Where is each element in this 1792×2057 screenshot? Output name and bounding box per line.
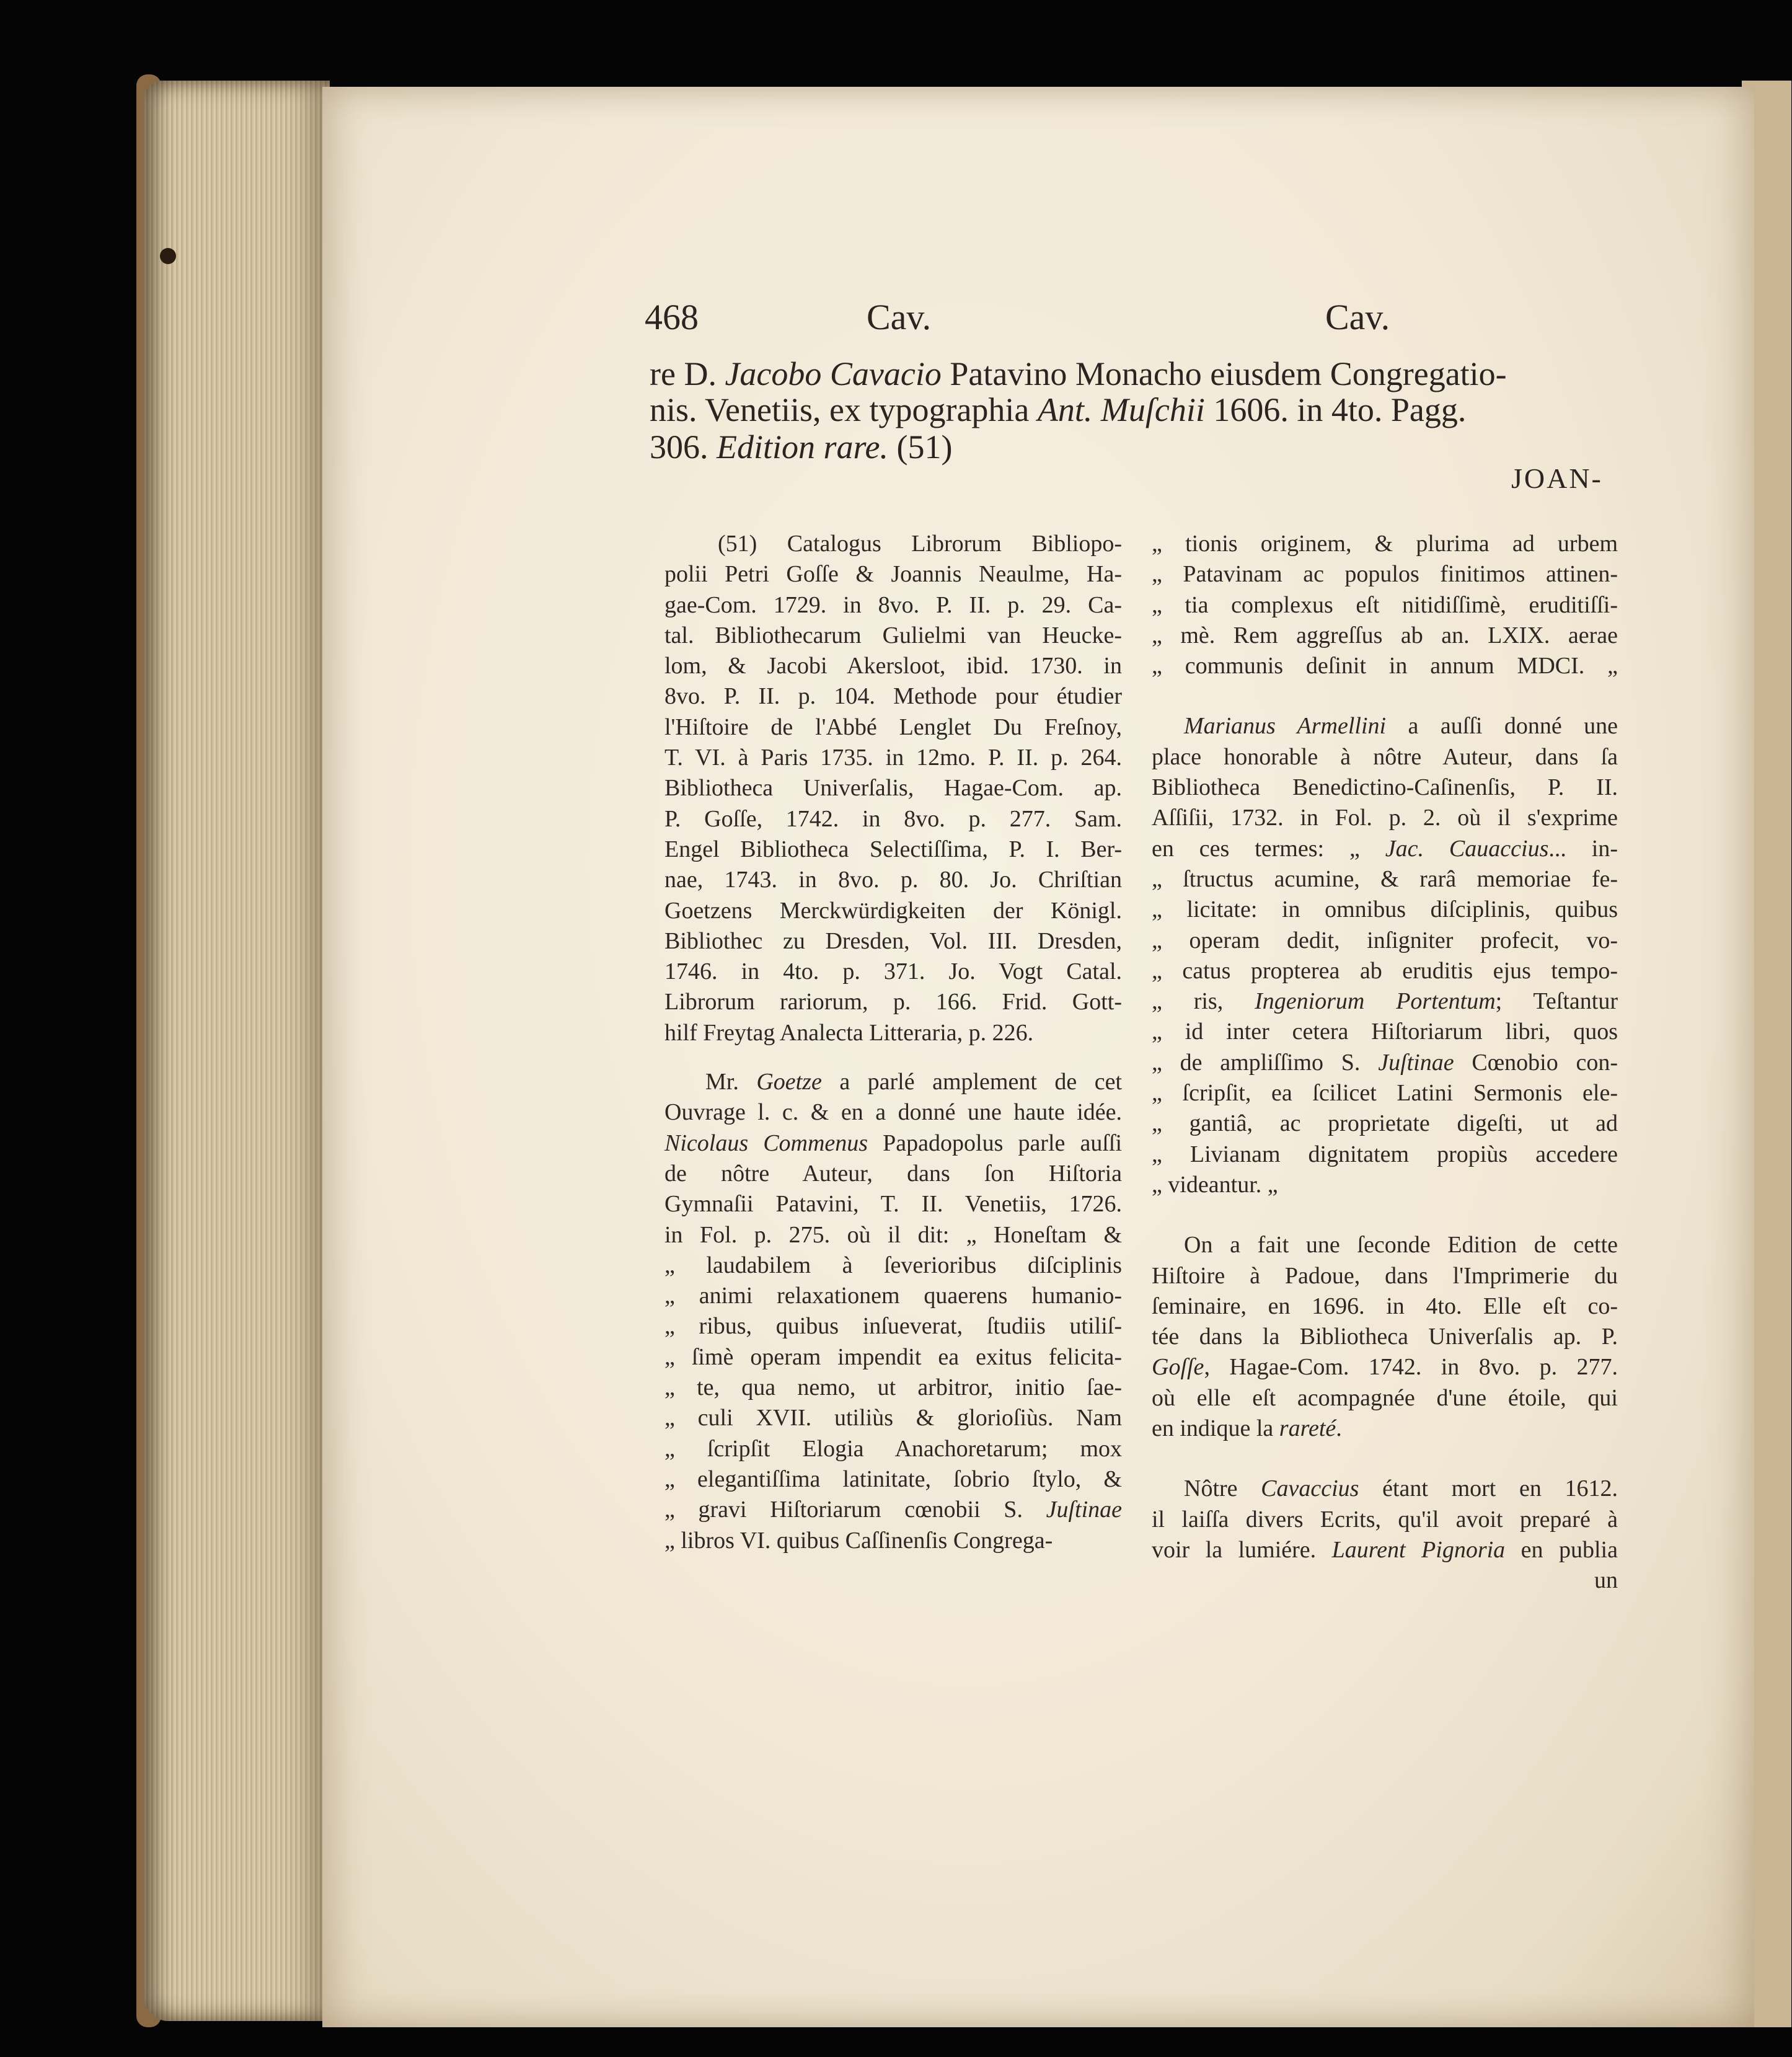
- para-line: tée dans la Bibliotheca Univerſalis ap. P.: [1152, 1324, 1618, 1350]
- para-line: en ces termes: „ Jac. Cauaccius... in-: [1152, 835, 1618, 862]
- para-line: „ catus propterea ab eruditis ejus tempo-: [1152, 957, 1618, 984]
- para-line: „ ſimè operam impendit ea exitus felicita-: [664, 1343, 1122, 1370]
- para-line: „ te, qua nemo, ut arbitror, initio ſae-: [664, 1374, 1122, 1401]
- quote-line: „ mè. Rem aggreſſus ab an. LXIX. aerae: [1152, 622, 1618, 648]
- para-line: il laiſſa divers Ecrits, qu'il avoit preparé à: [1152, 1506, 1618, 1533]
- para-line: in Fol. p. 275. où il dit: „ Honeſtam &: [664, 1221, 1122, 1248]
- quote-line: „ communis deſinit in annum MDCI. „: [1152, 653, 1618, 679]
- footnote-line: T. VI. à Paris 1735. in 12mo. P. II. p. 264.: [664, 745, 1122, 771]
- footnote-line: (51) Catalogus Librorum Bibliopo-: [718, 531, 1122, 557]
- para-line: de nôtre Auteur, dans ſon Hiſtoria: [664, 1160, 1122, 1187]
- para-line: „ de ampliſſimo S. Juſtinae Cœnobio con-: [1152, 1049, 1618, 1076]
- running-head-left: Cav.: [867, 297, 932, 337]
- para-line: „ ris, Ingeniorum Portentum; Teſtantur: [1152, 988, 1618, 1015]
- footnote-line: nae, 1743. in 8vo. p. 80. Jo. Chriſtian: [664, 867, 1122, 893]
- para-line: „ ribus, quibus inſueverat, ſtudiis utiliſ-: [664, 1313, 1122, 1340]
- quote-line: „ tionis originem, & plurima ad urbem: [1152, 531, 1618, 557]
- para-line: Goſſe, Hagae-Com. 1742. in 8vo. p. 277.: [1152, 1354, 1618, 1381]
- footnote-line: Bibliothec zu Dresden, Vol. III. Dresden,: [664, 927, 1122, 954]
- footnote-line: lom, & Jacobi Akersloot, ibid. 1730. in: [664, 653, 1122, 679]
- para-line: „ Livianam dignitatem propiùs accedere: [1152, 1141, 1618, 1167]
- footnote-line: l'Hiſtoire de l'Abbé Lenglet Du Freſnoy,: [664, 714, 1122, 740]
- footnote-line: Goetzens Merckwürdigkeiten der Königl.: [664, 897, 1122, 924]
- para-line: „ licitate: in omnibus diſciplinis, quibus: [1152, 896, 1618, 923]
- para-line: „ id inter cetera Hiſtoriarum libri, quos: [1152, 1019, 1618, 1045]
- para-line: „ videantur. „: [1152, 1171, 1278, 1198]
- footnote-line: Engel Bibliotheca Selectiſſima, P. I. Ber-: [664, 836, 1122, 862]
- footnote-line: P. Goſſe, 1742. in 8vo. p. 277. Sam.: [664, 805, 1122, 832]
- para-line: Marianus Armellini a auſſi donné une: [1184, 713, 1618, 740]
- para-line: „ animi relaxationem quaerens humanio-: [664, 1283, 1122, 1309]
- para-line: où elle eſt acompagnée d'une étoile, qui: [1152, 1384, 1618, 1411]
- para-line: Bibliotheca Benedictino-Caſinenſis, P. II.: [1152, 774, 1618, 801]
- top-line-3: 306. Edition rare. (51): [650, 428, 953, 466]
- right-column: [1152, 529, 1618, 1596]
- left-column: [664, 529, 1122, 1556]
- cover-nail: [160, 248, 176, 264]
- para-line: „ libros VI. quibus Caſſinenſis Congrega-: [664, 1527, 1053, 1554]
- para-line: „ gantiâ, ac proprietate digeſti, ut ad: [1152, 1110, 1618, 1137]
- top-line-1: re D. Jacobo Cavacio Patavino Monacho eiusdem Congregatio-: [650, 355, 1507, 392]
- para-line: ſeminaire, en 1696. in 4to. Elle eſt co-: [1152, 1293, 1618, 1319]
- para-line: Hiſtoire à Padoue, dans l'Imprimerie du: [1152, 1262, 1618, 1289]
- catchword-joan: JOAN-: [1511, 462, 1603, 494]
- para-line: place honorable à nôtre Auteur, dans ſa: [1152, 743, 1618, 770]
- footnote-line: 1746. in 4to. p. 371. Jo. Vogt Catal.: [664, 958, 1122, 985]
- para-line: Ouvrage l. c. & en a donné une haute idée.: [664, 1099, 1122, 1126]
- running-head-right: Cav.: [1325, 297, 1390, 337]
- para-line: en indique la rareté.: [1152, 1415, 1342, 1442]
- footnote-line: 8vo. P. II. p. 104. Methode pour étudier: [664, 683, 1122, 710]
- para-line: „ elegantiſſima latinitate, ſobrio ſtylo, &: [664, 1466, 1122, 1492]
- para-line: „ culi XVII. utiliùs & glorioſiùs. Nam: [664, 1405, 1122, 1431]
- para-line: Nôtre Cavaccius étant mort en 1612.: [1184, 1475, 1618, 1502]
- para-line: „ ſcripſit Elogia Anachoretarum; mox: [664, 1435, 1122, 1462]
- catchword-un: un: [1594, 1567, 1618, 1594]
- para-line: „ ſcripſit, ea ſcilicet Latini Sermonis ele-: [1152, 1080, 1618, 1107]
- para-line: „ operam dedit, inſigniter profecit, vo-: [1152, 927, 1618, 953]
- para-line: „ laudabilem à ſeverioribus diſciplinis: [664, 1252, 1122, 1278]
- quote-line: „ tia complexus eſt nitidiſſimè, eruditiſſi-: [1152, 591, 1618, 618]
- para-line: Aſſiſii, 1732. in Fol. p. 2. où il s'exprime: [1152, 805, 1618, 831]
- para-line: Gymnaſii Patavini, T. II. Venetiis, 1726.: [664, 1191, 1122, 1218]
- footnote-line: tal. Bibliothecarum Gulielmi van Heucke-: [664, 622, 1122, 648]
- page-fore-edge: [144, 81, 330, 2021]
- footnote-line: Bibliotheca Univerſalis, Hagae-Com. ap.: [664, 775, 1122, 802]
- footnote-line: hilf Freytag Analecta Litteraria, p. 226.: [664, 1019, 1034, 1046]
- para-line: Nicolaus Commenus Papadopolus parle auſſi: [664, 1130, 1122, 1156]
- para-line: „ gravi Hiſtoriarum cœnobii S. Juſtinae: [664, 1497, 1122, 1523]
- page-number: 468: [645, 297, 699, 337]
- para-line: Mr. Goetze a parlé amplement de cet: [705, 1069, 1122, 1095]
- para-line: On a fait une ſeconde Edition de cette: [1184, 1232, 1618, 1259]
- footnote-line: Librorum rariorum, p. 166. Frid. Gott-: [664, 989, 1122, 1015]
- footnote-line: polii Petri Goſſe & Joannis Neaulme, Ha-: [664, 561, 1122, 588]
- para-line: voir la lumiére. Laurent Pignoria en publia: [1152, 1536, 1618, 1563]
- para-line: „ ſtructus acumine, & rarâ memoriae fe-: [1152, 865, 1618, 892]
- top-line-2: nis. Venetiis, ex typographia Ant. Muſchii 1606. in 4to. Pagg.: [650, 391, 1467, 428]
- quote-line: „ Patavinam ac populos finitimos attinen-: [1152, 561, 1618, 588]
- footnote-line: gae-Com. 1729. in 8vo. P. II. p. 29. Ca-: [664, 591, 1122, 618]
